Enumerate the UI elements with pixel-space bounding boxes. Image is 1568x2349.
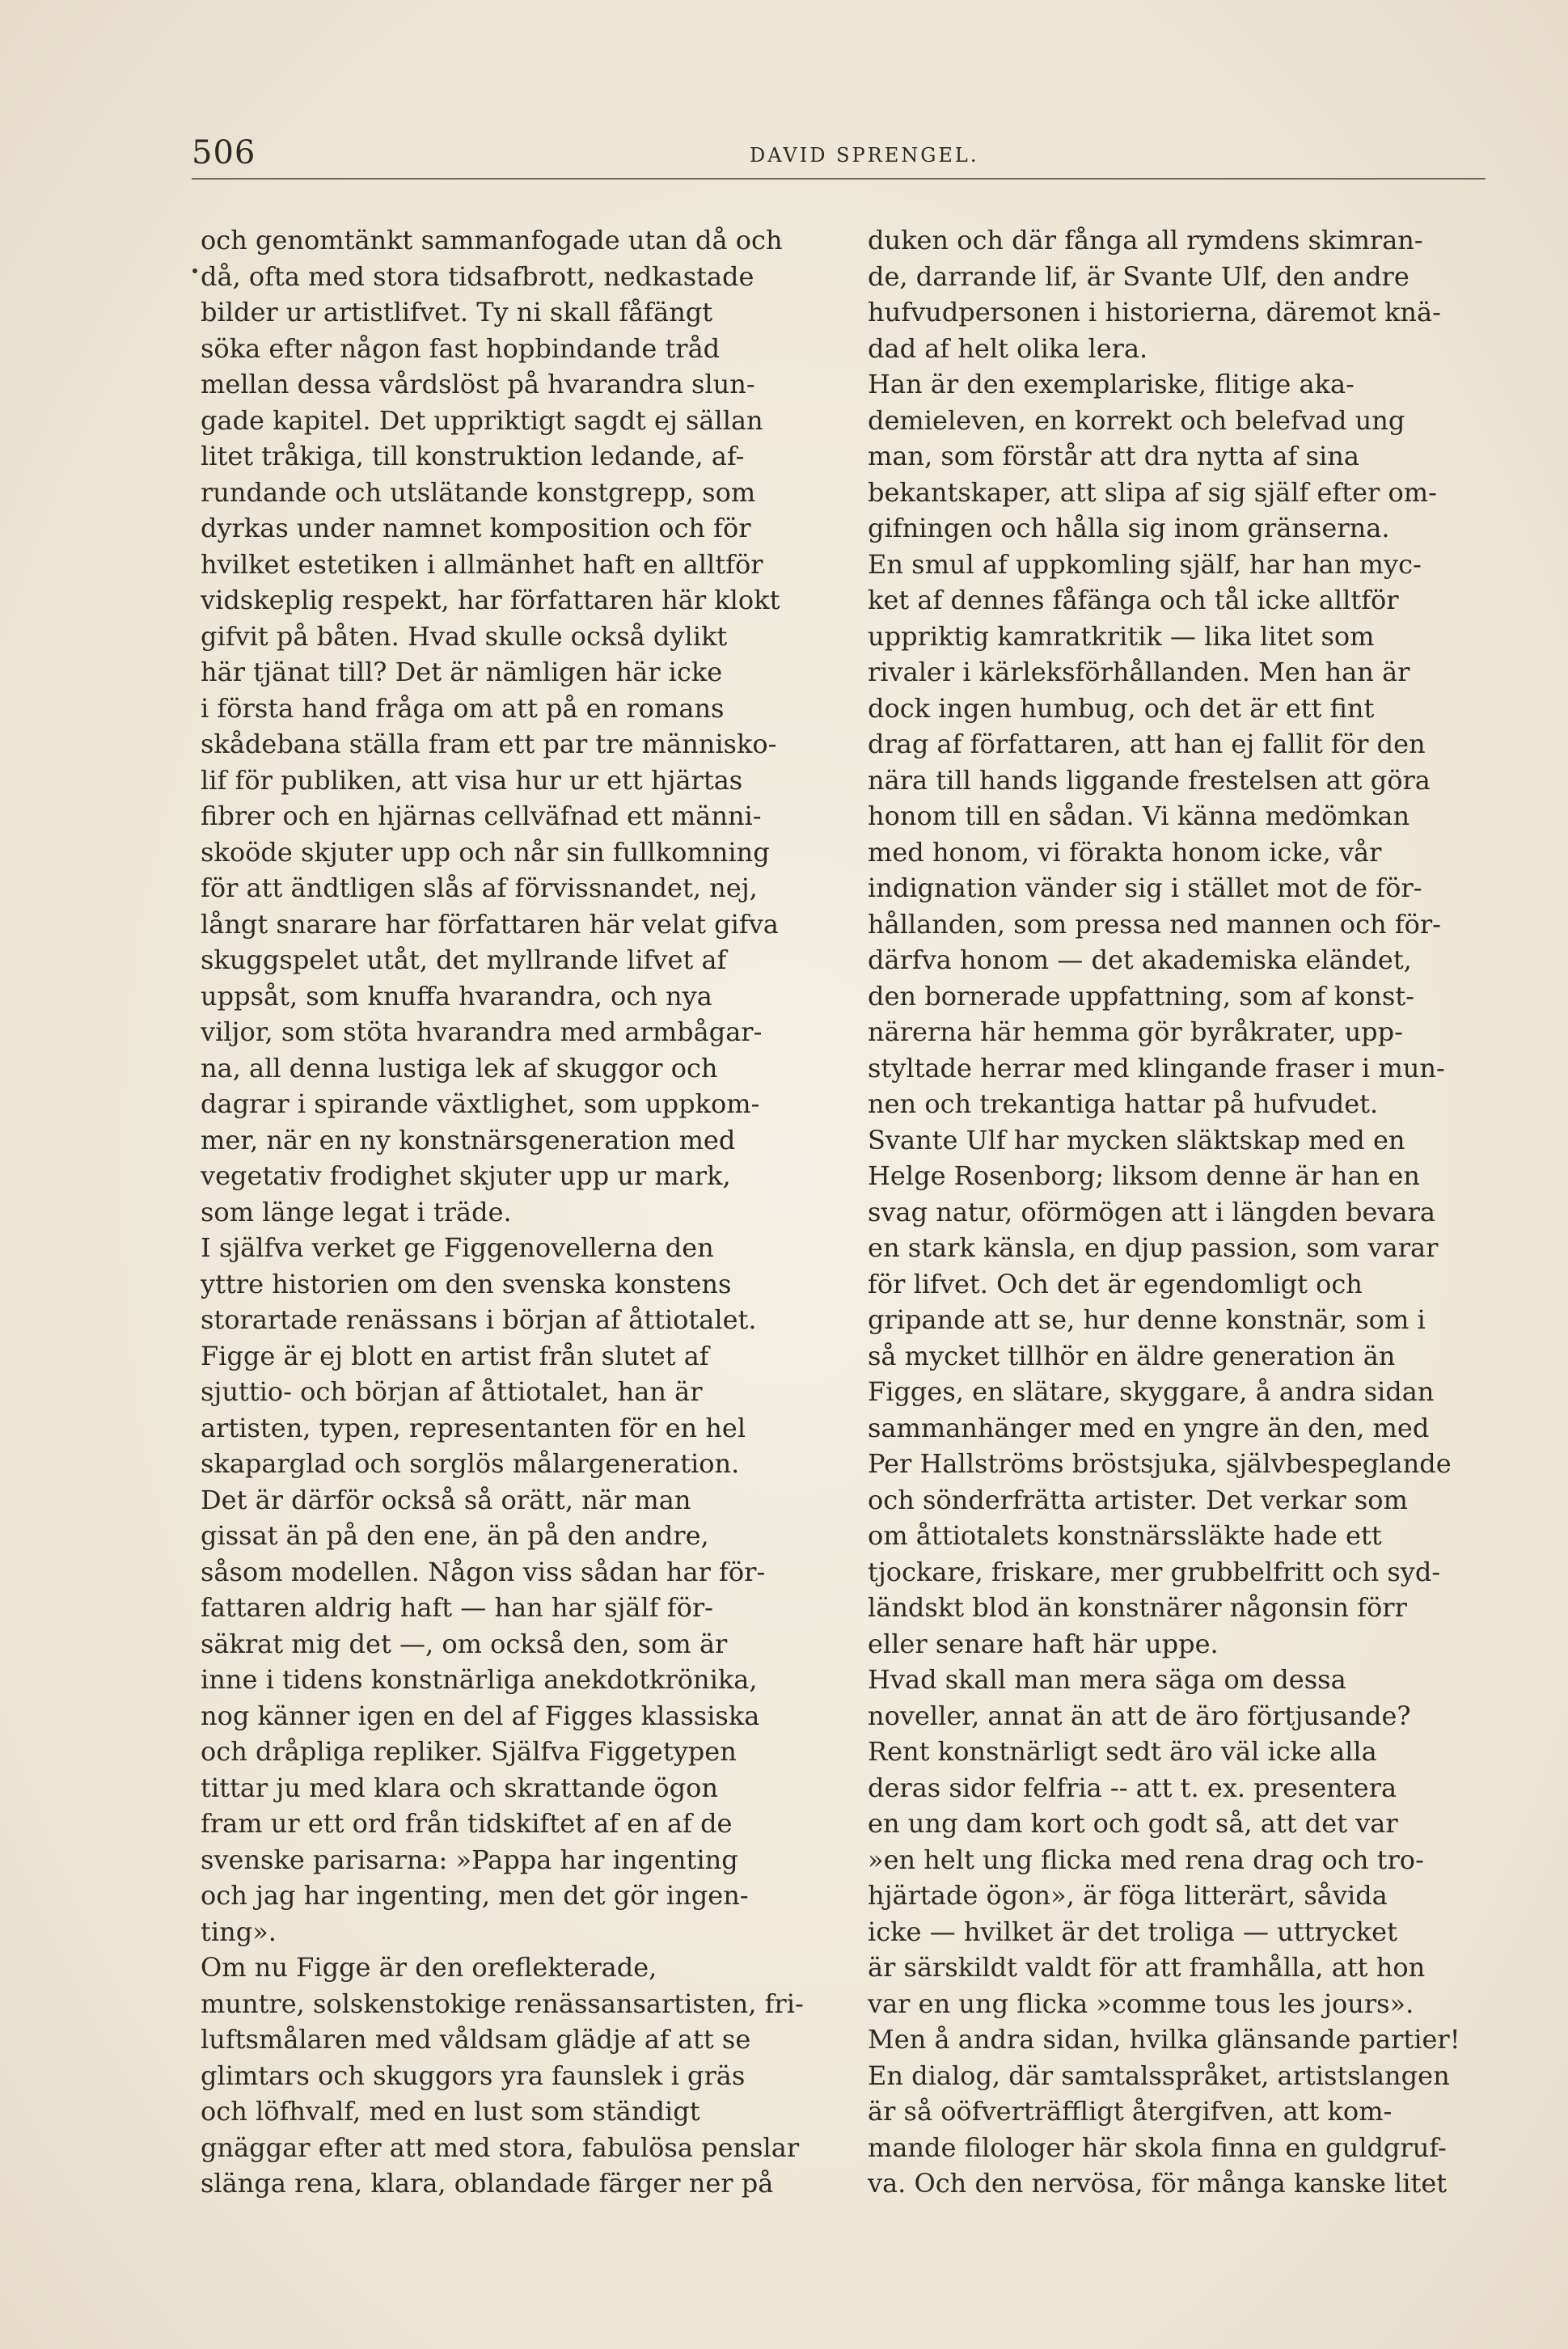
text-line: närerna här hemma gör byråkrater, upp- — [868, 1016, 1403, 1047]
text-line: söka efter någon fast hopbindande tråd — [201, 332, 721, 364]
text-line: gnäggar efter att med stora, fabulösa penslar — [201, 2131, 800, 2163]
text-line: Rent konstnärligt sedt äro väl icke alla — [868, 1736, 1377, 1767]
text-line: Figges, en slätare, skyggare, å andra sidan — [868, 1376, 1435, 1407]
text-line: styltade herrar med klingande fraser i mun- — [868, 1052, 1445, 1084]
text-line: här tjänat till? Det är nämligen här icke — [201, 657, 723, 687]
text-line: Svante Ulf har mycken släktskap med en — [868, 1124, 1405, 1155]
text-line: En smul af uppkomling själf, har han myc- — [868, 548, 1422, 580]
text-line: i första hand fråga om att på en romans — [201, 692, 725, 724]
text-line: I själfva verket ge Figgenovellerna den — [201, 1232, 714, 1263]
text-line: med honom, vi förakta honom icke, vår — [868, 836, 1382, 868]
text-line: nog känner igen en del af Figges klassiska — [201, 1700, 760, 1731]
text-line: hufvudpersonen i historierna, däremot knä- — [868, 297, 1441, 327]
text-line: den bornerade uppfattning, som af konst- — [868, 980, 1414, 1012]
text-line: bekantskaper, att slipa af sig själf efter om- — [868, 476, 1437, 508]
text-line: fattaren aldrig haft — han har själf för- — [201, 1592, 713, 1623]
text-line: ting». — [201, 1916, 277, 1947]
text-line: svenske parisarna: »Pappa har ingenting — [201, 1844, 738, 1875]
text-line: gifningen och hålla sig inom gränserna. — [868, 513, 1390, 543]
text-line: som länge legat i träde. — [201, 1196, 512, 1227]
text-line: för lifvet. Och det är egendomligt och — [868, 1268, 1363, 1299]
text-line: slänga rena, klara, oblandade färger ner på — [201, 2168, 774, 2199]
text-line: Om nu Figge är den oreflekterade, — [201, 1952, 657, 1983]
text-line: och jag har ingenting, men det gör ingen- — [201, 1880, 749, 1911]
text-line: tittar ju med klara och skrattande ögon — [201, 1772, 719, 1803]
text-line: bilder ur artistlifvet. Ty ni skall fåfängt — [201, 297, 713, 327]
text-line: dagrar i spirande växtlighet, som uppkom- — [201, 1088, 760, 1119]
text-line: honom till en sådan. Vi känna medömkan — [868, 801, 1410, 831]
text-line: skoöde skjuter upp och når sin fullkomning — [201, 836, 770, 868]
text-line: de, darrande lif, är Svante Ulf, den andre — [868, 260, 1410, 292]
text-line: mellan dessa vårdslöst på hvarandra slun- — [201, 369, 755, 399]
text-line: skaparglad och sorglös målargeneration. — [201, 1448, 740, 1479]
text-line: demieleven, en korrekt och belefvad ung — [868, 404, 1405, 436]
text-line: indignation vänder sig i stället mot de för- — [868, 872, 1422, 903]
text-line: uppsåt, som knuffa hvarandra, och nya — [201, 980, 712, 1012]
text-line: tjockare, friskare, mer grubbelfritt och syd- — [868, 1556, 1441, 1587]
text-line: artisten, typen, representanten för en hel — [201, 1412, 746, 1443]
text-line: inne i tidens konstnärliga anekdotkrönika, — [201, 1664, 758, 1695]
text-line: en ung dam kort och godt så, att det var — [868, 1808, 1398, 1839]
text-line: duken och där fånga all rymdens skimran- — [868, 225, 1423, 256]
text-line: är så oöfverträffligt återgifven, att kom- — [868, 2096, 1393, 2127]
text-line: Hvad skall man mera säga om dessa — [868, 1664, 1346, 1695]
right-column — [868, 222, 1498, 2202]
left-column — [201, 222, 815, 2202]
text-line: Men å andra sidan, hvilka glänsande partier! — [868, 2024, 1460, 2055]
text-line: vidskeplig respekt, har författaren här klokt — [201, 585, 780, 615]
text-line: en stark känsla, en djup passion, som varar — [868, 1232, 1439, 1263]
text-line: lif för publiken, att visa hur ur ett hjärtas — [201, 764, 743, 796]
text-line: långt snarare har författaren här velat gifva — [201, 908, 779, 940]
text-line: noveller, annat än att de äro förtjusande? — [868, 1700, 1411, 1731]
text-line: litet tråkiga, till konstruktion ledande, af- — [201, 441, 745, 471]
text-line: för att ändtligen slås af förvissnandet, nej, — [201, 872, 758, 903]
text-line: glimtars och skuggors yra faunslek i gräs — [201, 2060, 746, 2091]
text-line: dyrkas under namnet komposition och för — [201, 513, 751, 543]
text-line: hållanden, som pressa ned mannen och för- — [868, 908, 1441, 940]
text-line: hjärtade ögon», är föga litterärt, såvida — [868, 1880, 1388, 1911]
text-line: dad af helt olika lera. — [868, 332, 1148, 364]
text-line: och genomtänkt sammanfogade utan då och — [201, 225, 783, 256]
text-line: sammanhänger med en yngre än den, med — [868, 1412, 1430, 1443]
text-line: och löfhvalf, med en lust som ständigt — [201, 2096, 700, 2127]
text-line: gade kapitel. Det uppriktigt sagdt ej sällan — [201, 404, 763, 436]
text-line: viljor, som stöta hvarandra med armbågar- — [201, 1016, 763, 1047]
text-line: drag af författaren, att han ej fallit för den — [868, 729, 1426, 759]
text-line: nen och trekantiga hattar på hufvudet. — [868, 1088, 1379, 1119]
page-number: 506 — [192, 134, 256, 171]
text-line: Figge är ej blott en artist från slutet af — [201, 1340, 709, 1371]
text-line: ket af dennes fåfänga och tål icke alltför — [868, 585, 1399, 615]
text-line: muntre, solskenstokige renässansartisten, fri- — [201, 1988, 804, 2019]
text-line: hvilket estetiken i allmänhet haft en alltför — [201, 548, 763, 580]
text-line: Det är därför också så orätt, när man — [201, 1484, 691, 1515]
text-line: eller senare haft här uppe. — [868, 1628, 1219, 1659]
text-line: storartade renässans i början af åttiotalet. — [201, 1304, 757, 1335]
margin-mark — [192, 268, 197, 273]
text-line: och dråpliga repliker. Själfva Figgetypen — [201, 1736, 737, 1767]
text-line: Helge Rosenborg; liksom denne är han en — [868, 1160, 1420, 1191]
text-line: ländskt blod än konstnärer någonsin förr — [868, 1592, 1407, 1623]
text-line: sjuttio- och början af åttiotalet, han är — [201, 1376, 703, 1407]
text-line: svag natur, oförmögen att i längden bevara — [868, 1196, 1435, 1227]
text-line: om åttiotalets konstnärssläkte hade ett — [868, 1520, 1382, 1551]
text-line: man, som förstår att dra nytta af sina — [868, 441, 1359, 471]
text-line: icke — hvilket är det troliga — uttrycket — [868, 1916, 1397, 1947]
text-line: Per Hallströms bröstsjuka, självbespeglande — [868, 1448, 1452, 1479]
text-line: mande filologer här skola finna en guldgruf- — [868, 2131, 1447, 2163]
text-line: mer, när en ny konstnärsgeneration med — [201, 1124, 736, 1155]
text-line: rivaler i kärleksförhållanden. Men han är — [868, 657, 1410, 687]
running-head: DAVID SPRENGEL. — [750, 144, 979, 167]
text-line: gripande att se, hur denne konstnär, som i — [868, 1304, 1426, 1335]
text-line: na, all denna lustiga lek af skuggor och — [201, 1052, 718, 1084]
text-line: fibrer och en hjärnas cellväfnad ett männi- — [201, 801, 762, 831]
text-line: då, ofta med stora tidsafbrott, nedkastade — [201, 260, 754, 292]
page-header — [192, 129, 1486, 180]
text-line: gissat än på den ene, än på den andre, — [201, 1520, 709, 1551]
text-line: så mycket tillhör en äldre generation än — [868, 1340, 1396, 1371]
text-line: va. Och den nervösa, för många kanske litet — [868, 2168, 1448, 2199]
text-line: »en helt ung flicka med rena drag och tro- — [868, 1844, 1424, 1875]
text-line: därfva honom — det akademiska eländet, — [868, 944, 1412, 975]
text-line: rundande och utslätande konstgrepp, som — [201, 476, 756, 508]
text-line: säkrat mig det —, om också den, som är — [201, 1628, 728, 1659]
text-line: fram ur ett ord från tidskiftet af en af de — [201, 1808, 733, 1839]
text-line: skådebana ställa fram ett par tre människo- — [201, 729, 777, 759]
text-line: deras sidor felfria -- att t. ex. presentera — [868, 1772, 1397, 1803]
text-line: och sönderfrätta artister. Det verkar som — [868, 1484, 1408, 1515]
text-line: dock ingen humbug, och det är ett fint — [868, 692, 1375, 724]
text-line: yttre historien om den svenska konstens — [201, 1268, 732, 1299]
text-line: nära till hands liggande frestelsen att göra — [868, 764, 1431, 796]
text-line: såsom modellen. Någon viss sådan har för- — [201, 1556, 766, 1587]
text-line: uppriktig kamratkritik — lika litet som — [868, 620, 1375, 652]
text-line: är särskildt valdt för att framhålla, att hon — [868, 1952, 1426, 1983]
text-line: luftsmålaren med våldsam glädje af att se — [201, 2024, 751, 2055]
text-line: En dialog, där samtalsspråket, artistslangen — [868, 2060, 1450, 2091]
text-line: skuggspelet utåt, det myllrande lifvet af — [201, 944, 727, 975]
text-line: Han är den exemplariske, flitige aka- — [868, 369, 1355, 399]
text-line: vegetativ frodighet skjuter upp ur mark, — [201, 1160, 731, 1191]
text-line: gifvit på båten. Hvad skulle också dylikt — [201, 620, 728, 652]
text-line: var en ung flicka »comme tous les jours». — [868, 1988, 1414, 2019]
